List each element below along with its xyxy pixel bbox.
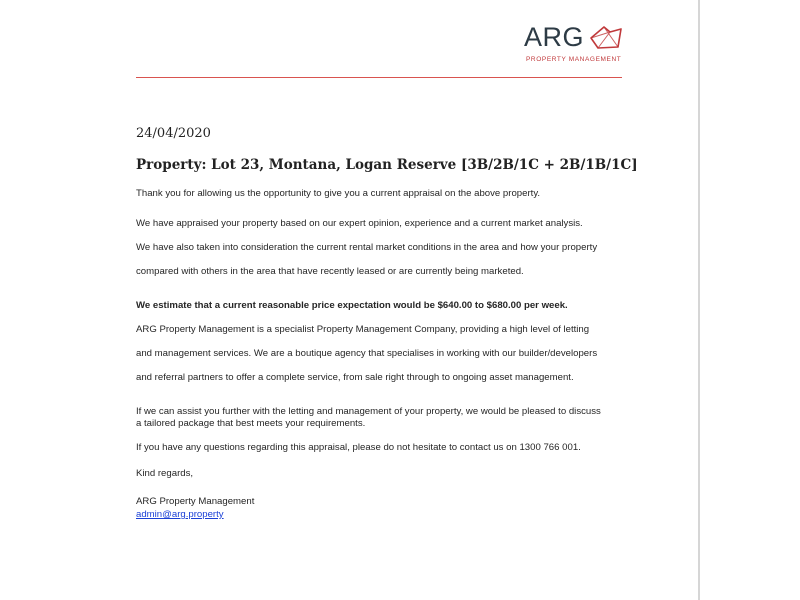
paragraph-estimate: We estimate that a current reasonable price expectation would be $640.00 to $680.00 per week. [136, 300, 568, 311]
letter-subject: Property: Lot 23, Montana, Logan Reserve [3B/2B/1C + 2B/1B/1C] [136, 157, 638, 173]
paragraph-about-line-3: and referral partners to offer a complete service, from sale right through to ongoing asset management. [136, 372, 574, 383]
paragraph-rental-line-1: We have also taken into consideration the current rental market conditions in the area and how your property [136, 242, 598, 253]
page-margin [700, 0, 800, 600]
logo-wordmark: ARG [524, 22, 585, 52]
paragraph-questions: If you have any questions regarding this appraisal, please do not hesitate to contact us on 1300 766 001. [136, 442, 581, 453]
contact-email-link[interactable]: admin@arg.property [136, 509, 224, 520]
paragraph-appraised: We have appraised your property based on our expert opinion, experience and a current market analysis. [136, 218, 583, 229]
company-logo [524, 22, 634, 68]
paragraph-assist-line-1: If we can assist you further with the letting and management of your property, we would be pleased to discuss [136, 406, 601, 417]
header-divider [136, 77, 622, 78]
closing-line: Kind regards, [136, 468, 194, 479]
house-outline-icon [588, 24, 624, 50]
letter-date: 24/04/2020 [136, 126, 211, 141]
paragraph-about-line-1: ARG Property Management is a specialist Property Management Company, providing a high level of letting [136, 324, 590, 335]
logo-subtitle: PROPERTY MANAGEMENT [526, 56, 622, 63]
paragraph-about-line-2: and management services. We are a boutique agency that specialises in working with our builder/developers [136, 348, 598, 359]
page-edge [698, 0, 700, 600]
paragraph-assist-line-2: a tailored package that best meets your requirements. [136, 418, 366, 429]
paragraph-thanks: Thank you for allowing us the opportunity to give you a current appraisal on the above property. [136, 188, 541, 199]
paragraph-rental-line-2: compared with others in the area that have recently leased or are currently being marketed. [136, 266, 524, 277]
signature-name: ARG Property Management [136, 496, 255, 507]
